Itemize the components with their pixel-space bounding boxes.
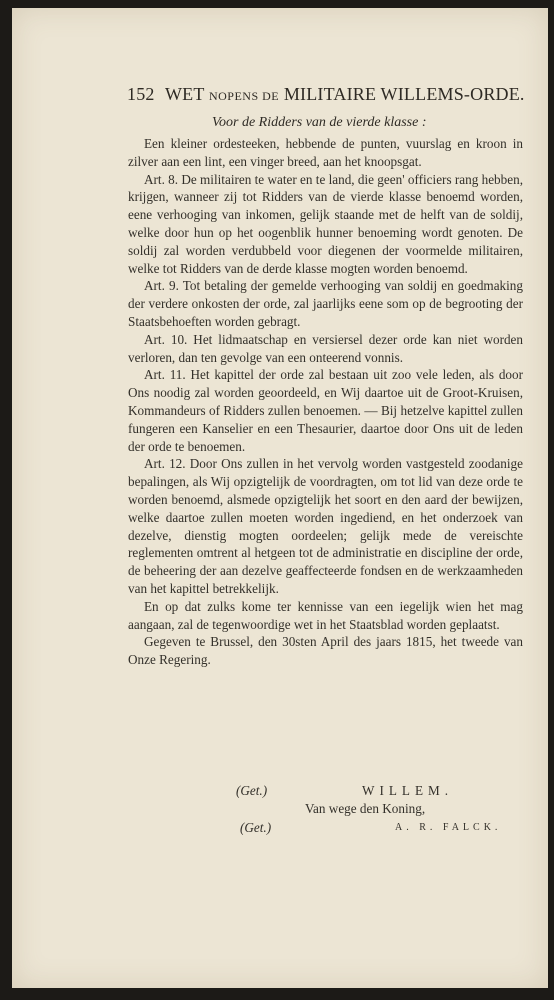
page-number: 152: [127, 84, 155, 104]
signature-get-1: (Get.): [236, 783, 268, 798]
signature-falck: A. R. FALCK.: [395, 822, 502, 833]
paragraph-art-8: Art. 8. De militairen te water en te land, die geen' officiers rang hebben, krijgen, wanneer zij tot Ridders van de vierde klasse benoemd worden, eene verhooging van inkomen, gelijk staande met de helft van de soldij, welke door hun op het oogenblik hunner benoeming wordt genoten. De soldij zal worden verdubbeld voor diegenen der voormelde militairen, welke tot Ridders van de derde klasse mogten worden benoemd.: [128, 171, 523, 276]
paragraph-kennisse: En op dat zulks kome ter kennisse van een iegelijk wien het mag aangaan, zal de tegenwoordige wet in het Staatsblad worden geplaatst.: [128, 598, 523, 632]
paragraph-ordesteeken: Een kleiner ordesteeken, hebbende de punten, vuurslag en kroon in zilver aan een lint, een vinger breed, aan het knoopsgat.: [128, 136, 523, 169]
paragraph-art-10: Art. 10. Het lidmaatschap en versiersel dezer orde kan niet worden verloren, dan ten gevolge van een onteerend vonnis.: [128, 331, 523, 365]
signature-willem: WILLEM.: [362, 783, 454, 798]
section-title: Voor de Ridders van de vierde klasse :: [212, 115, 427, 130]
paragraph-gegeven: Gegeven te Brussel, den 30sten April des jaars 1815, het tweede van Onze Regering.: [128, 634, 523, 668]
head-word-nopens: NOPENS DE: [208, 89, 280, 103]
head-word-wet: WET: [164, 84, 205, 104]
paragraph-art-9: Art. 9. Tot betaling der gemelde verhooging van soldij en goedmaking der verdere onkosten der orde, zal jaarlijks eene som op de begrooting der Staatsbehoeften worden gebragt.: [128, 278, 523, 329]
body-text: [128, 135, 523, 669]
running-head: [127, 84, 537, 105]
signature-van-wege: Van wege den Koning,: [305, 801, 426, 816]
head-word-title: MILITAIRE WILLEMS-ORDE.: [283, 84, 525, 104]
paragraph-art-11: Art. 11. Het kapittel der orde zal bestaan uit zoo vele leden, als door Ons noodig zal worden geoordeeld, en Wij daartoe uit de Groot-Kruisen, Kommandeurs of Ridders zullen benoemen. — Bij hetzelve kapittel zullen fungeren een Kanselier en een Thesaurier, daartoe door Ons uit de leden der orde te benoemen.: [128, 367, 523, 454]
paragraph-art-12: Art. 12. Door Ons zullen in het vervolg worden vastgesteld zoodanige bepalingen, als Wij opzigtelijk de voordragten, om tot lid van deze orde te worden benoemd, alsmede opzigtelijk het soort en den aard der bewijzen, welke daartoe zullen moeten worden ingediend, en het onderzoek van dezelve, dienstig mogten oordeelen; gelijk mede de vereischte reglementen omtrent al hetgeen tot de administratie en discipline der orde, de beheering der aan dezelve geaffecteerde fondsen en de werkzaamheden van het kapittel betrekkelijk.: [128, 456, 523, 596]
signature-get-2: (Get.): [240, 820, 272, 835]
